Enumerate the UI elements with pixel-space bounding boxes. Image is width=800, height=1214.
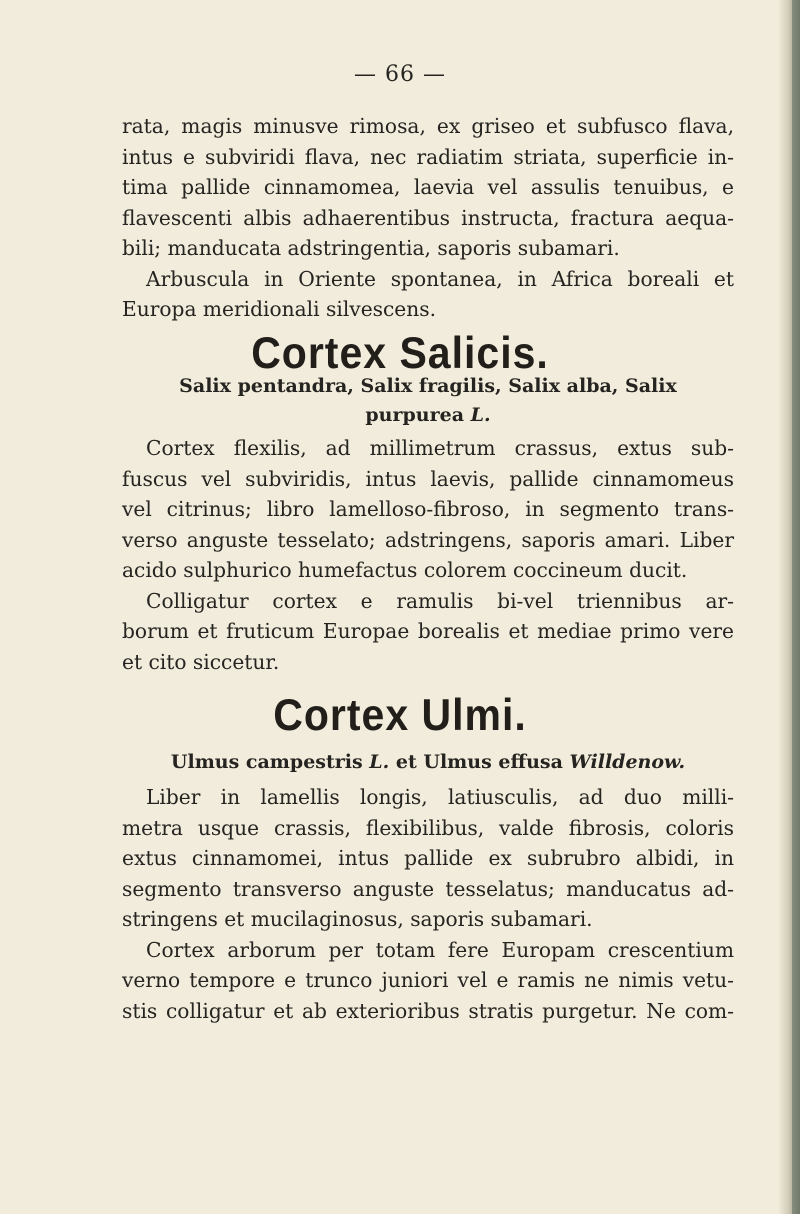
text-line: Liber in lamellis longis, latiusculis, ad duo milli-: [146, 785, 734, 809]
text-line: Europa meridionali silvescens.: [122, 297, 437, 321]
text-line: bili; manducata adstringentia, saporis subamari.: [122, 236, 620, 260]
section-heading-ulmi: Cortex Ulmi.: [273, 690, 527, 740]
text-line: stringens et mucilaginosus, saporis subamari.: [122, 907, 593, 931]
text-line: rata, magis minusve rimosa, ex griseo et subfusco flava,: [122, 114, 734, 138]
text-line: segmento transverso anguste tesselatus; manducatus ad-: [122, 876, 734, 901]
page-number: — 66 —: [354, 62, 446, 87]
text-line: stis colligatur et ab exterioribus stratis purgetur. Ne com-: [122, 998, 734, 1023]
species-line: [122, 401, 734, 430]
text-line: vel citrinus; libro lamelloso-fibroso, in segmento trans-: [122, 497, 734, 521]
text-line: intus e subviridi flava, nec radiatim striata, superficie in-: [122, 144, 734, 169]
salicis-species: [122, 372, 734, 430]
text-line: Arbuscula in Oriente spontanea, in Africa boreali et: [146, 266, 734, 291]
text-line: Cortex arborum per totam fere Europam crescentium: [146, 937, 734, 962]
text-line: tima pallide cinnamomea, laevia vel assulis tenuibus, e: [122, 175, 734, 199]
text-line: metra usque crassis, flexibilibus, valde fibrosis, coloris: [122, 815, 734, 840]
text-line: Cortex flexilis, ad millimetrum crassus, extus sub-: [146, 436, 734, 460]
species-author: Willdenow.: [569, 751, 686, 773]
text-line: fuscus vel subviridis, intus laevis, pallide cinnamomeus: [122, 466, 734, 491]
intro-paragraph: [122, 111, 734, 325]
text-line: et cito siccetur.: [122, 649, 280, 674]
text-line: borum et fruticum Europae borealis et mediae primo vere: [122, 619, 734, 643]
species-author: L.: [470, 404, 491, 426]
species-name: Ulmus campestris: [170, 751, 370, 773]
species-name: et Ulmus effusa: [389, 751, 570, 773]
ulmi-description: [122, 782, 734, 1026]
text-line: acido sulphurico humefactus colorem coccineum ducit.: [122, 558, 688, 582]
text-line: flavescenti albis adhaerentibus instructa, fractura aequa-: [122, 205, 734, 230]
section-heading-salicis: Cortex Salicis.: [251, 328, 549, 378]
text-line: verso anguste tesselato; adstringens, saporis amari. Liber: [122, 527, 734, 552]
page-edge-shadow: [792, 0, 800, 1214]
text-line: extus cinnamomei, intus pallide ex subrubro albidi, in: [122, 846, 734, 870]
ulmi-species: [122, 748, 734, 777]
salicis-description: [122, 433, 734, 677]
species-name: purpurea: [365, 404, 471, 426]
text-line: verno tempore e trunco juniori vel e ramis ne nimis vetu-: [122, 968, 734, 992]
species-line: Salix pentandra, Salix fragilis, Salix alba, Salix: [179, 375, 677, 397]
species-author: L.: [369, 751, 390, 773]
text-line: Colligatur cortex e ramulis bi-vel triennibus ar-: [146, 588, 734, 613]
